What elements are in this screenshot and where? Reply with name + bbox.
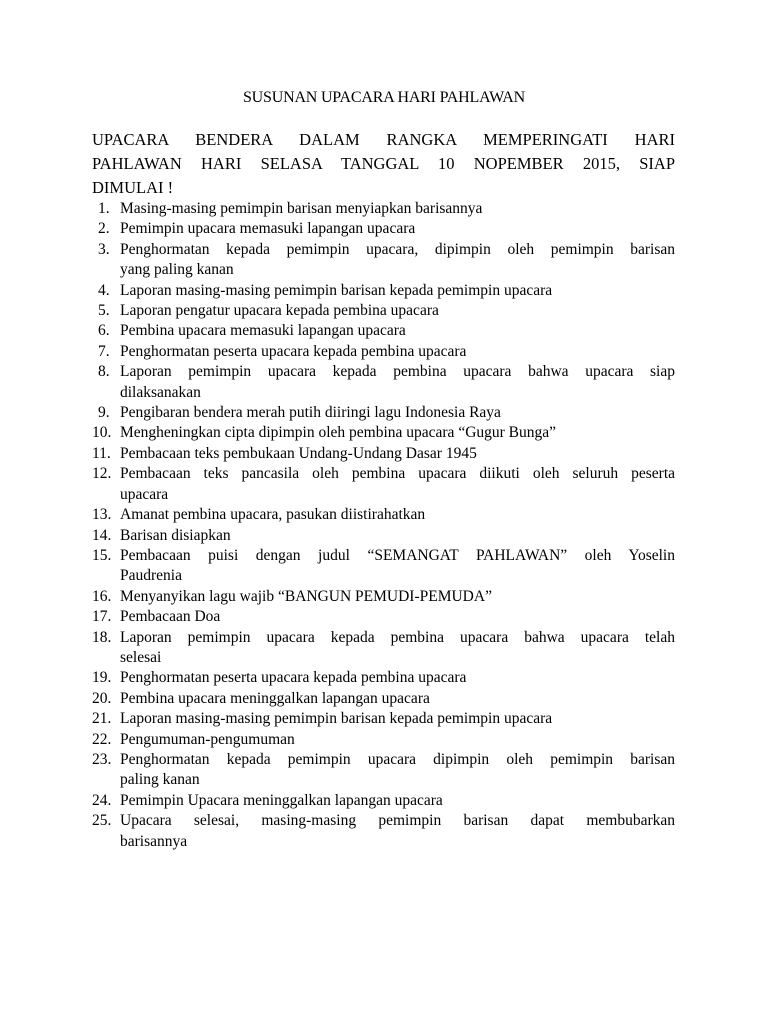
agenda-item-text [120, 791, 675, 811]
agenda-item-text [120, 546, 675, 587]
agenda-item [92, 199, 675, 219]
agenda-item-number: 25. [92, 812, 112, 830]
agenda-item-line: Laporan pemimpin upacara kepada pembina upacara bahwa upacara siap [120, 363, 675, 381]
agenda-item-line: Pembacaan teks pembukaan Undang-Undang Dasar 1945 [120, 444, 477, 462]
intro-line: DIMULAI ! [92, 178, 174, 197]
agenda-item-number: 21. [92, 710, 112, 728]
agenda-item-text [120, 587, 675, 607]
agenda-item-line: dilaksanakan [120, 383, 201, 401]
agenda-list [92, 199, 675, 852]
agenda-item-line: barisannya [120, 832, 188, 850]
agenda-item [92, 281, 675, 301]
agenda-item-text [120, 240, 675, 281]
agenda-item-text [120, 628, 675, 669]
agenda-item-number: 18. [92, 628, 112, 646]
agenda-item-text [120, 199, 675, 219]
agenda-item-line: Pembacaan puisi dengan judul “SEMANGAT PAHLAWAN” oleh Yoselin [120, 546, 675, 564]
agenda-item-line: Pengibaran bendera merah putih diiringi lagu Indonesia Raya [120, 404, 501, 422]
agenda-item-text [120, 730, 675, 750]
agenda-item-text [120, 219, 675, 239]
agenda-item [92, 546, 675, 587]
agenda-item-text [120, 444, 675, 464]
agenda-item-number: 4. [98, 281, 110, 299]
agenda-item [92, 219, 675, 239]
agenda-item-line: Laporan masing-masing pemimpin barisan kepada pemimpin upacara [120, 710, 553, 728]
agenda-item-number: 12. [92, 465, 112, 483]
agenda-item-text [120, 505, 675, 525]
agenda-item-number: 2. [98, 220, 110, 238]
agenda-item-number: 20. [92, 689, 112, 707]
agenda-item [92, 321, 675, 341]
agenda-item-line: Penghormatan peserta upacara kepada pembina upacara [120, 669, 467, 687]
intro-paragraph [92, 128, 675, 200]
agenda-item-number: 6. [98, 322, 110, 340]
agenda-item-number: 11. [92, 444, 111, 462]
agenda-item-text [120, 342, 675, 362]
agenda-item-number: 22. [92, 730, 112, 748]
agenda-item [92, 730, 675, 750]
agenda-item-number: 9. [98, 404, 110, 422]
agenda-item-text [120, 668, 675, 688]
document-title: SUSUNAN UPACARA HARI PAHLAWAN [242, 89, 525, 106]
agenda-item-text [120, 281, 675, 301]
agenda-item [92, 811, 675, 852]
agenda-item-number: 5. [98, 302, 110, 320]
agenda-item-text [120, 321, 675, 341]
agenda-item-line: Laporan pemimpin upacara kepada pembina upacara bahwa upacara telah [120, 628, 675, 646]
agenda-item-line: Pembacaan Doa [120, 608, 221, 626]
intro-line: UPACARA BENDERA DALAM RANGKA MEMPERINGATI HARI [92, 130, 675, 149]
agenda-item-number: 23. [92, 750, 112, 768]
agenda-item-line: Masing-masing pemimpin barisan menyiapkan barisannya [120, 200, 483, 217]
agenda-item-text [120, 526, 675, 546]
agenda-item-number: 14. [92, 526, 112, 544]
agenda-item-text [120, 423, 675, 443]
agenda-item-number: 15. [92, 546, 112, 564]
agenda-item-line: Amanat pembina upacara, pasukan diistirahatkan [120, 506, 426, 524]
agenda-item [92, 668, 675, 688]
agenda-item [92, 689, 675, 709]
agenda-item [92, 607, 675, 627]
agenda-item [92, 791, 675, 811]
agenda-item-number: 3. [98, 240, 110, 258]
agenda-item-line: Pembina upacara meninggalkan lapangan upacara [120, 689, 430, 707]
agenda-item-line: Upacara selesai, masing-masing pemimpin barisan dapat membubarkan [120, 812, 675, 830]
agenda-item-line: yang paling kanan [120, 261, 234, 279]
agenda-item [92, 403, 675, 423]
agenda-item-line: Penghormatan kepada pemimpin upacara, dipimpin oleh pemimpin barisan [120, 240, 675, 258]
agenda-item [92, 628, 675, 669]
agenda-item-number: 16. [92, 587, 112, 605]
agenda-item-number: 19. [92, 669, 112, 687]
agenda-item [92, 505, 675, 525]
agenda-item-line: Pemimpin upacara memasuki lapangan upacara [120, 220, 416, 238]
agenda-item-number: 7. [98, 342, 110, 360]
agenda-item-line: Pemimpin Upacara meninggalkan lapangan upacara [120, 791, 443, 809]
agenda-item-text [120, 403, 675, 423]
agenda-item-line: upacara [120, 485, 169, 503]
agenda-item-number: 8. [98, 363, 110, 381]
agenda-item-line: Laporan pengatur upacara kepada pembina upacara [120, 302, 439, 320]
agenda-item [92, 526, 675, 546]
agenda-item [92, 587, 675, 607]
agenda-item-line: Penghormatan peserta upacara kepada pembina upacara [120, 342, 467, 360]
agenda-item-number: 1. [98, 200, 110, 217]
agenda-item-line: Menyanyikan lagu wajib “BANGUN PEMUDI-PEMUDA” [120, 587, 492, 605]
agenda-item [92, 362, 675, 403]
agenda-item-text [120, 750, 675, 791]
agenda-item-line: Penghormatan kepada pemimpin upacara dipimpin oleh pemimpin barisan [120, 750, 675, 768]
agenda-item-line: Pembina upacara memasuki lapangan upacara [120, 322, 406, 340]
agenda-item-text [120, 689, 675, 709]
intro-line: PAHLAWAN HARI SELASA TANGGAL 10 NOPEMBER 2015, SIAP [92, 154, 675, 173]
agenda-item-line: Pembacaan teks pancasila oleh pembina upacara diikuti oleh seluruh peserta [120, 465, 675, 483]
agenda-item-line: Laporan masing-masing pemimpin barisan kepada pemimpin upacara [120, 281, 553, 299]
agenda-item-number: 24. [92, 791, 112, 809]
agenda-item-number: 17. [92, 608, 112, 626]
agenda-item-text [120, 301, 675, 321]
agenda-item [92, 423, 675, 443]
agenda-item-text [120, 811, 675, 852]
agenda-item [92, 240, 675, 281]
agenda-item-text [120, 709, 675, 729]
agenda-item-line: Mengheningkan cipta dipimpin oleh pembina upacara “Gugur Bunga” [120, 424, 557, 442]
agenda-item [92, 750, 675, 791]
agenda-item-text [120, 607, 675, 627]
agenda-item-line: Pengumuman-pengumuman [120, 730, 295, 748]
agenda-item-text [120, 464, 675, 505]
agenda-item-line: Barisan disiapkan [120, 526, 231, 544]
agenda-item [92, 301, 675, 321]
agenda-item-line: paling kanan [120, 771, 200, 789]
agenda-item [92, 444, 675, 464]
agenda-item-line: Paudrenia [120, 567, 182, 585]
agenda-item [92, 709, 675, 729]
agenda-item [92, 342, 675, 362]
agenda-item-text [120, 362, 675, 403]
agenda-item-number: 10. [92, 424, 112, 442]
agenda-item-number: 13. [92, 506, 112, 524]
agenda-item [92, 464, 675, 505]
agenda-item-line: selesai [120, 648, 162, 666]
